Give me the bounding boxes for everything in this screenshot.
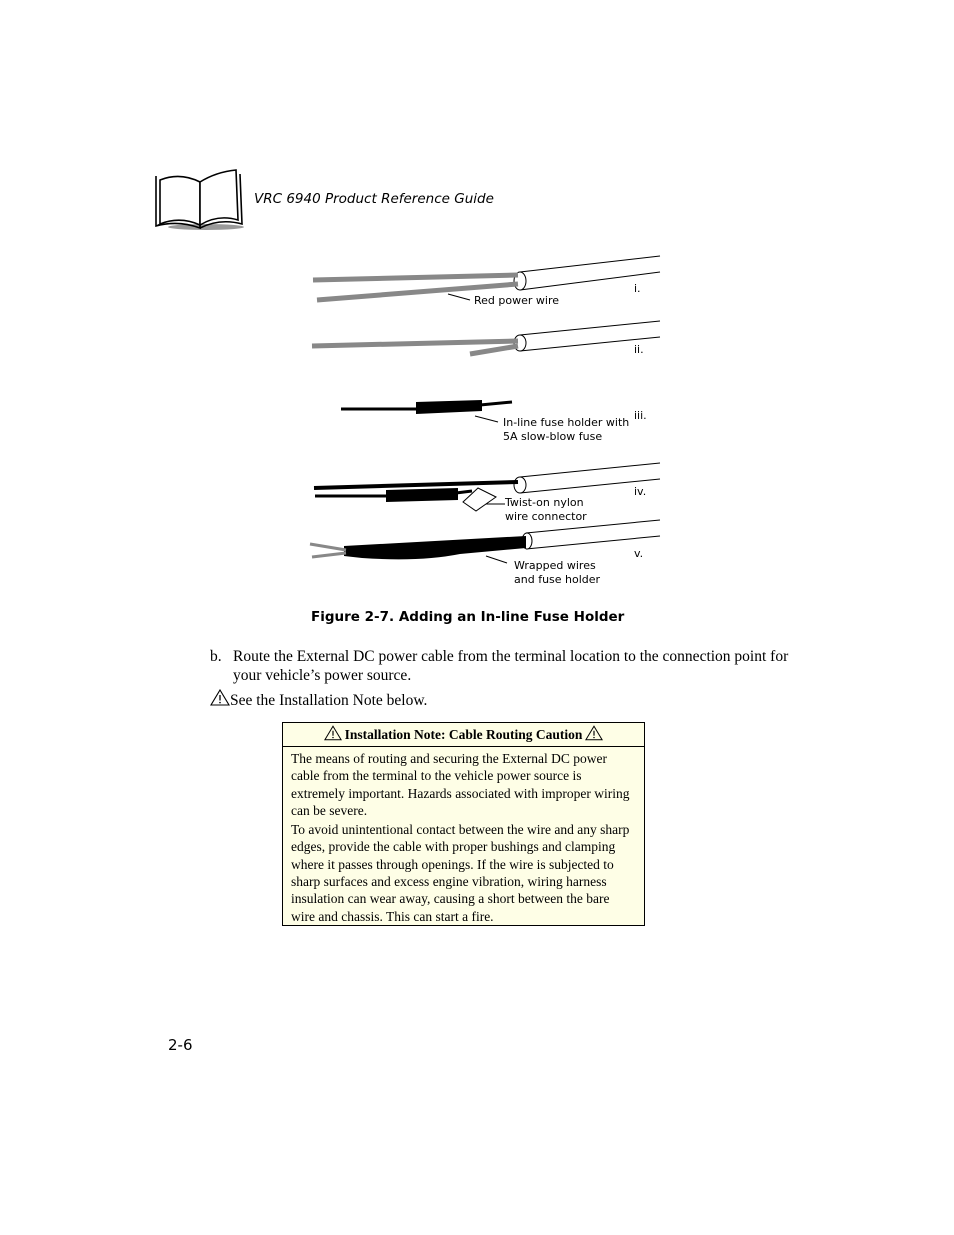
warning-icon [585,725,603,745]
note-body [283,747,644,925]
step-label-i: i. [634,282,641,295]
label-fuse-holder: In-line fuse holder with 5A slow-blow fuse [503,416,630,443]
note-paragraph: To avoid unintentional contact between the wire and any sharp edges, provide the cable with proper bushings and clamping where it passes through openings. If the wire is subjected to sharp surfaces and excess engine vibration, wiring harness insulation can wear away, causing a short between the bare wire and chassis. This can start a fire. [291,822,630,924]
step-label-ii: ii. [634,343,644,356]
note-title-bar [283,723,644,747]
label-red-power-wire: Red power wire [474,294,559,307]
note-title: Installation Note: Cable Routing Caution [344,726,583,742]
step-label-iv: iv. [634,485,647,498]
figure-caption: Figure 2-7. Adding an In-line Fuse Holder [311,609,625,625]
installation-note-box [282,722,645,926]
label-wire-connector: Twist-on nylon wire connector [505,496,587,523]
warning-icon [324,725,342,745]
running-header-title: VRC 6940 Product Reference Guide [254,191,494,207]
page-number: 2-6 [168,1036,193,1054]
instruction-step-b [210,647,790,685]
see-note-text: See the Installation Note below. [230,691,428,709]
book-icon [152,166,248,239]
see-note-line [210,689,427,711]
wire-diagram-step-5 [310,520,660,563]
step-label-iii: iii. [634,409,647,422]
step-marker: b. [210,648,222,665]
step-text: Route the External DC power cable from the terminal location to the connection point for your vehicle’s power source. [233,648,789,684]
note-paragraph: The means of routing and securing the External DC power cable from the terminal to the vehicle power source is extremely important. Hazards associated with improper wiring can be severe. [291,751,630,818]
wire-diagram-step-3 [341,400,512,422]
label-wrapped-wires: Wrapped wires and fuse holder [514,559,601,586]
warning-icon [210,689,230,711]
step-label-v: v. [634,547,644,560]
wire-diagram-step-2 [312,321,660,354]
wire-diagram-step-4 [314,463,660,511]
fuse-holder-figure [300,250,680,605]
